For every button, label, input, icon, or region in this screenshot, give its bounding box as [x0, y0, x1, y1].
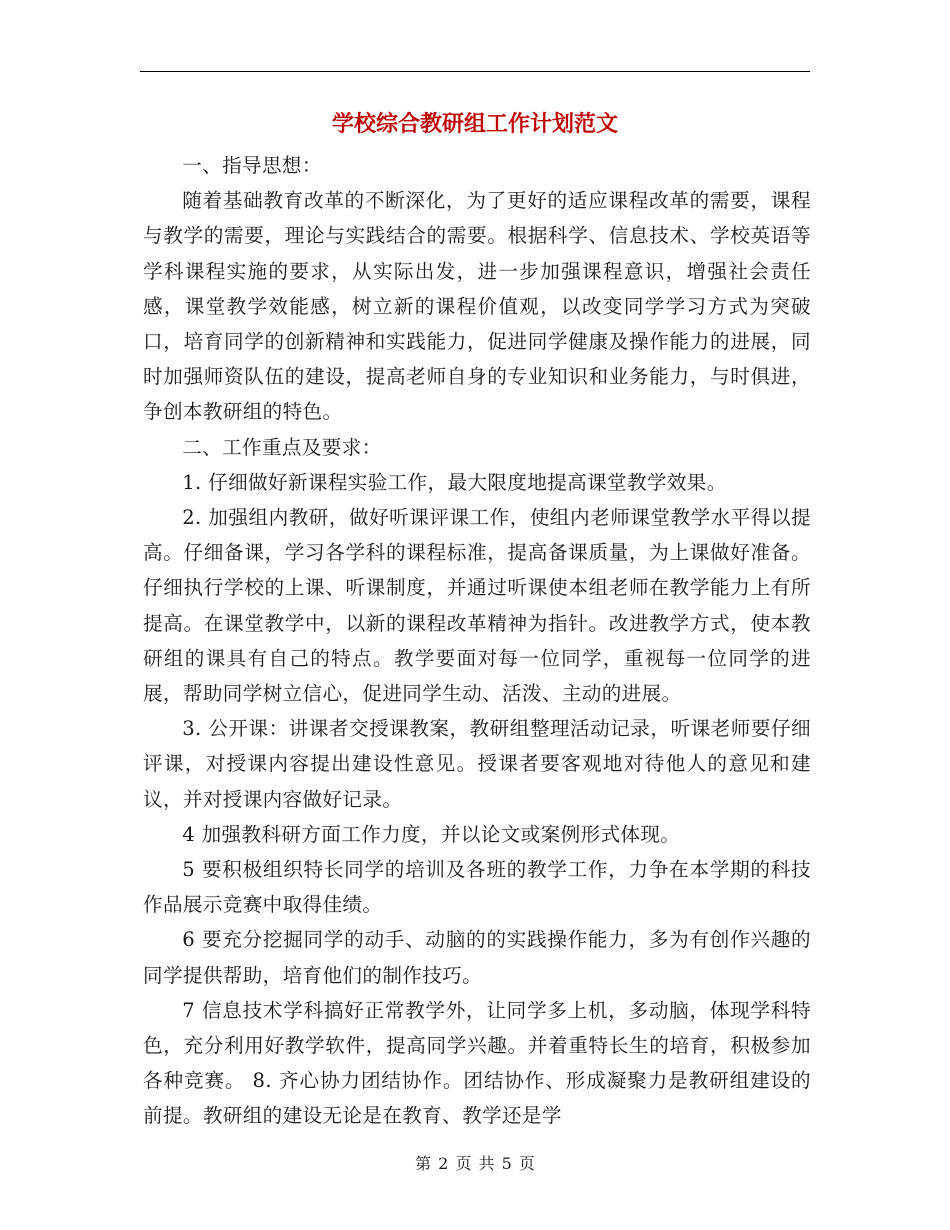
section-heading-work-focus: 二、工作重点及要求： — [182, 435, 382, 459]
section-heading-guiding-ideology: 一、指导思想： — [182, 154, 322, 177]
paragraph-guiding-ideology: 随着基础教育改革的不断深化，为了更好的适应课程改革的需要，课程与教学的需要，理论与实践结合的需要。根据科学、信息技术、学校英语等学科课程实施的要求，从实际出发，进一步加强课程意识，增强社会责任感，课堂教学效能感，树立新的课程价值观，以改变同学学习方式为突破口，培育同学的创新精神和实践能力，促进同学健康及操作能力的进展，同时加强师资队伍的建设，提高老师自身的专业知识和业务能力，与时俱进，争创本教研组的特色。 — [143, 189, 811, 424]
list-item-3: 3. 公开课：讲课者交授课教案，教研组整理活动记录，听课老师要仔细评课，对授课内容提出建设性意见。授课者要客观地对待他人的意见和建议，并对授课内容做好记录。 — [143, 717, 811, 811]
document-title: 学校综合教研组工作计划范文 — [331, 112, 618, 137]
list-item-7: 7 信息技术学科搞好正常教学外，让同学多上机，多动脑，体现学科特色，充分利用好教学软件，提高同学兴趣。并着重特长生的培育，积极参加各种竞赛。 8. 齐心协力团结协作。团结协作、形成凝聚力是教研组建设的前提。教研组的建设无论是在教育、教学还是学 — [143, 998, 811, 1128]
list-item-2: 2. 加强组内教研，做好听课评课工作，使组内老师课堂教学水平得以提高。仔细备课，学习各学科的课程标准，提高备课质量，为上课做好准备。仔细执行学校的上课、听课制度，并通过听课使本组老师在教学能力上有所提高。在课堂教学中，以新的课程改革精神为指针。改进教学方式，使本教研组的课具有自己的特点。教学要面对每一位同学，重视每一位同学的进展，帮助同学树立信心，促进同学生动、活泼、主动的进展。 — [143, 506, 811, 706]
list-item-4: 4 加强教科研方面工作力度，并以论文或案例形式体现。 — [182, 822, 681, 846]
page-footer: 第 2 页 共 5 页 — [415, 1154, 535, 1173]
list-item-1: 1. 仔细做好新课程实验工作，最大限度地提高课堂教学效果。 — [182, 470, 727, 494]
list-item-6: 6 要充分挖掘同学的动手、动脑的的实践操作能力，多为有创作兴趣的同学提供帮助，培育他们的制作技巧。 — [143, 928, 811, 987]
header-rule — [140, 71, 810, 72]
list-item-5: 5 要积极组织特长同学的培训及各班的教学工作，力争在本学期的科技作品展示竞赛中取得佳绩。 — [143, 858, 811, 917]
document-body — [143, 148, 811, 1134]
